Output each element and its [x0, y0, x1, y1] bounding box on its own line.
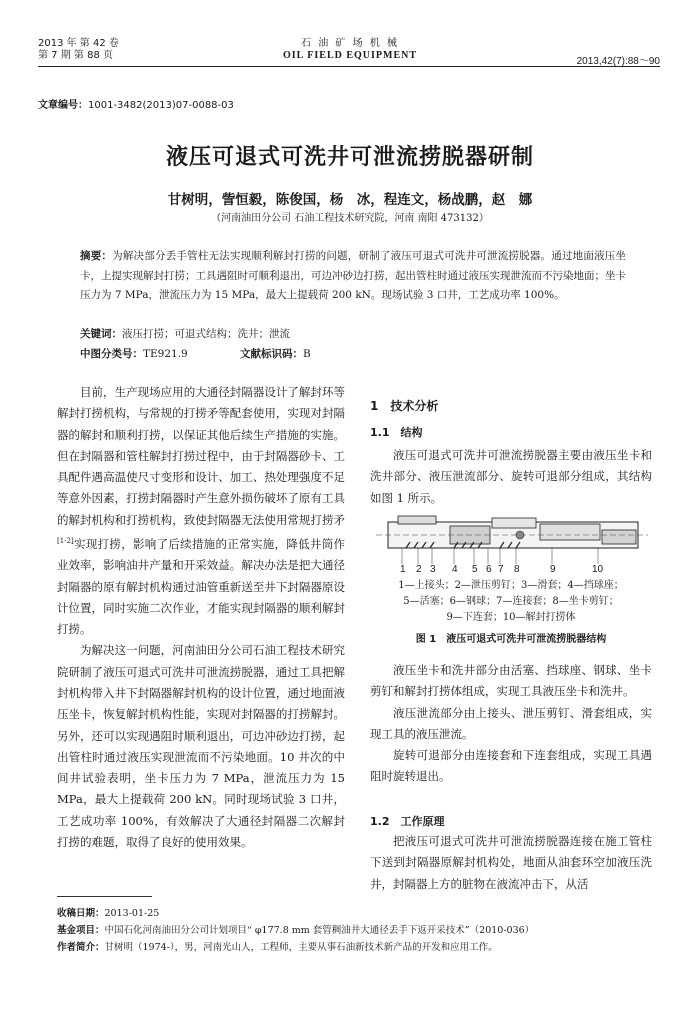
author-bio-value: 甘树明（1974-），男，河南光山人，工程师，主要从事石油新技术新产品的开发和应用工作。: [104, 942, 498, 953]
fund-label: 基金项目：: [57, 925, 105, 936]
citation-info: 2013,42(7):88～90: [576, 56, 660, 67]
part-number: 10: [592, 564, 604, 575]
part-number: 2: [416, 564, 422, 575]
abstract-text: 为解决部分丢手管柱无法实现顺利解封打捞的问题，研制了液压可退式可洗井可泄流捞脱器。通过地面液压坐卡，上提实现解封打捞；工具遇阻时可顺利退出，可边冲砂边打捞，起出管柱时通过液压实现泄流而不污染地面；坐卡压力为 7 MPa，泄流压力为 15 MPa，最大上提载荷 200 kN。现场试验 3 口井，工艺成功率 100%。: [80, 250, 627, 301]
diagram-steel-ball: [516, 531, 524, 539]
received-date: [57, 905, 657, 922]
journal-name-cn: 石 油 矿 场 机 械: [301, 38, 399, 49]
part-number: 7: [498, 564, 504, 575]
part-number: 6: [486, 564, 492, 575]
diagram-upper-joint: [398, 516, 436, 524]
part-number: 4: [452, 564, 458, 575]
abstract: [80, 247, 626, 306]
intro-paragraph-2: 为解决这一问题，河南油田分公司石油工程技术研究院研制了液压可退式可洗井可泄流捞脱器，通过工具把解封机构带入井下封隔器解封机构的设计位置，通过地面液压坐卡，恢复解封机构性能，实现对封隔器的打捞解封。另外，还可以实现遇阻时顺利退出，可边冲砂边打捞，起出管柱时通过液压实现泄流而不污染地面。10 井次的中间井试验表明，坐卡压力为 7 MPa，泄流压力为 15 MPa，最大上提载荷 200 kN。同时现场试验 3 口井，工艺成功率 100%，有效解决了大通径封隔器二次解封打捞的难题，取得了良好的使用效果。: [57, 643, 345, 850]
clc-label: 中图分类号：: [80, 348, 143, 360]
journal-name-en: OIL FIELD EQUIPMENT: [282, 50, 418, 61]
structure-text: 液压可退式可洗井可泄流捞脱器主要由液压坐卡和洗井部分、液压泄流部分、旋转可退部分组成，其结构如图 1 所示。: [370, 448, 652, 505]
author-bio: [57, 939, 657, 956]
document-code: [240, 346, 311, 361]
diagram-connector: [540, 524, 600, 540]
keywords: [80, 326, 290, 341]
volume-line-2: 第 7 期 第 88 页: [38, 50, 113, 61]
intro-p1-tail: 实现打捞，影响了后续措施的正常实施，降低井筒作业效率，影响油井产量和开采效益。解决办法是把大通径封隔器的原有解封机构通过油管重新送至井下封隔器原设计位置，同时实施二次作业，才能实现封隔器的顺利解封打捞。: [57, 536, 345, 637]
component-para-a: 液压坐卡和洗井部分由活塞、挡球座、钢球、坐卡剪钉和解封打捞体组成，实现工具液压坐卡和洗井。: [370, 663, 652, 699]
received-label: 收稿日期：: [57, 908, 105, 919]
legend-line-1: 1—上接头；2—泄压剪钉；3—滑套；4—挡球座；: [398, 580, 624, 591]
fund-project: [57, 922, 657, 939]
part-number: 9: [550, 564, 556, 575]
component-para-b: 液压泄流部分由上接头、泄压剪钉、滑套组成，实现工具的液压泄流。: [370, 705, 652, 741]
figure-caption: 图 1 液压可退式可洗井可泄流捞脱器结构: [415, 634, 607, 645]
paper-title: 液压可退式可洗井可泄流捞脱器研制: [165, 145, 534, 170]
clc-number: [80, 346, 188, 361]
fund-value: 中国石化河南油田分公司计划项目“ φ177.8 mm 套管稠油井大通径丢手下返开采技术”（2010-036）: [104, 925, 535, 936]
header-divider: [38, 66, 660, 67]
volume-line-1: 2013 年 第 42 卷: [38, 38, 119, 49]
component-description: [370, 660, 652, 788]
affiliation: （河南油田分公司 石油工程技术研究院，河南 南阳 473132）: [211, 213, 489, 224]
figure-legend: [370, 578, 652, 626]
part-number: 8: [514, 564, 520, 575]
legend-line-2: 5—活塞；6—钢球；7—连接套；8—坐卡剪钉；: [403, 596, 619, 607]
subsection-heading-1-2: 1.2 工作原理: [370, 815, 445, 828]
article-number-label: 文章编号：: [38, 100, 88, 111]
keywords-label: 关键词：: [80, 328, 122, 340]
tool-structure-diagram: [370, 512, 652, 564]
part-number: 3: [430, 564, 436, 575]
article-number-value: 1001-3482(2013)07-0088-03: [88, 100, 234, 111]
intro-p1-text: 目前，生产现场应用的大通径封隔器设计了解封环等解封打捞机构，与常规的打捞矛等配套使用，实现对封隔器的解封和顺利打捞，以保证其他后续生产措施的实施。但在封隔器和管柱解封打捞过程中，由于封隔器砂卡、工具配件遇高温使尺寸变形和设计、加工、热处理强度不足等意外因素，打捞封隔器时产生意外损伤破坏了原有工具的解封机构和打捞机构，致使封隔器无法使用常规打捞矛: [57, 385, 345, 527]
subsection-heading-1-1: 1.1 结构: [370, 426, 423, 439]
doc-code-label: 文献标识码：: [240, 348, 303, 360]
principle-paragraph: [370, 831, 652, 895]
left-column: [57, 382, 345, 853]
doc-code-value: B: [303, 348, 311, 360]
legend-line-3: 9—下连套；10—解封打捞体: [446, 612, 576, 623]
principle-text: 把液压可退式可洗井可泄流捞脱器连接在施工管柱下送到封隔器原解封机构处，地面从油套环空加液压洗井，封隔器上方的脏物在液流冲击下，从活: [370, 834, 652, 891]
article-number: [38, 96, 234, 111]
component-para-c: 旋转可退部分由连接套和下连套组成，实现工具遇阻时旋转退出。: [370, 748, 652, 784]
footnote-divider: [57, 896, 152, 897]
author-bio-label: 作者简介：: [57, 942, 105, 953]
citation-ref: [1-2]: [57, 537, 74, 546]
keywords-text: 液压打捞；可退式结构；洗井；泄流: [122, 328, 290, 340]
structure-paragraph: [370, 445, 652, 509]
section-heading-1: 1 技术分析: [370, 399, 439, 413]
diagram-leader-lines: [402, 548, 598, 564]
diagram-lower-joint: [602, 530, 636, 544]
part-number: 5: [472, 564, 478, 575]
intro-paragraph-1: [57, 382, 345, 640]
diagram-piston: [492, 518, 536, 528]
clc-value: TE921.9: [143, 348, 188, 360]
author-list: 甘树明，訾恒毅，陈俊国，杨 冰，程连文，杨战鹏，赵 娜: [167, 192, 533, 208]
received-value: 2013-01-25: [104, 908, 160, 919]
part-number: 1: [400, 564, 406, 575]
abstract-label: 摘要：: [80, 250, 113, 262]
